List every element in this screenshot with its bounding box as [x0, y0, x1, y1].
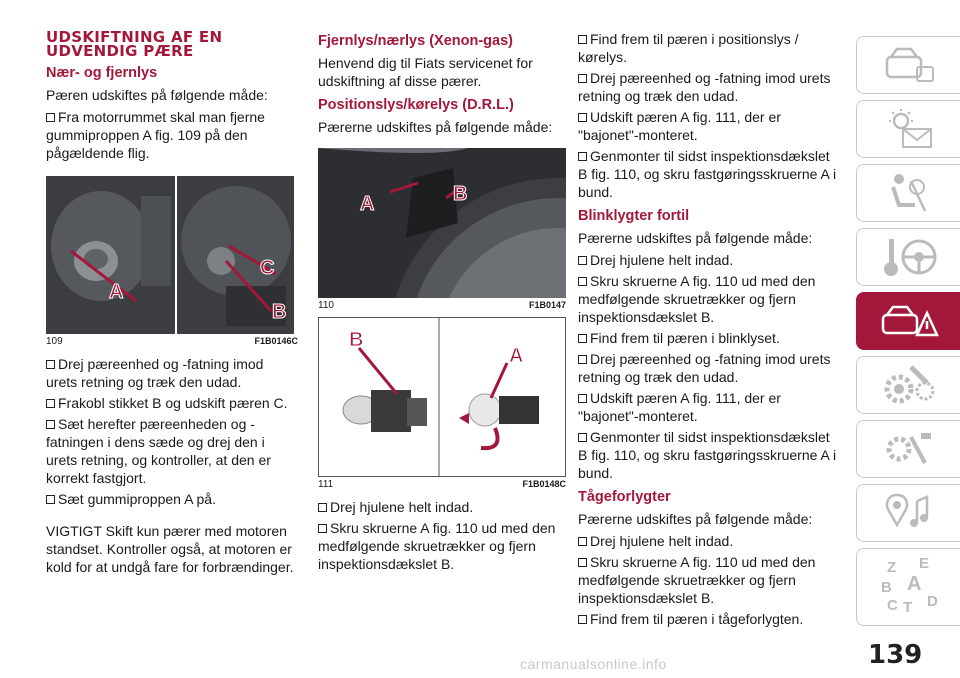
checkbox-bullet-icon [578, 558, 587, 567]
wrench-gear-icon [881, 361, 937, 409]
checkbox-bullet-icon [46, 495, 55, 504]
bullet-item: Genmonter til sidst inspektionsdækslet B fig. 110, og skru fastgøringsskruerne A i bund. [578, 148, 837, 200]
chapter-sidebar [856, 0, 960, 678]
bullet-item: Skru skruerne A fig. 110 ud med den medfølgende skruetrækker og fjern inspektionsdækslet B. [318, 520, 556, 572]
bullet-item: Sæt gummiproppen A på. [46, 490, 298, 508]
checkbox-bullet-icon [578, 334, 587, 343]
warning-lights-icon [881, 107, 937, 151]
page-number: 139 [868, 640, 923, 670]
key-steering-icon [879, 235, 939, 279]
fig-label-b: B [349, 329, 364, 351]
fig-label-a: A [360, 193, 375, 215]
figure-number: 109 [46, 336, 63, 347]
bullet-item: Udskift pæren A fig. 111, der er "bajonet"-monteret. [578, 109, 781, 143]
engine-bay-illustration [46, 176, 294, 334]
column-2 [318, 30, 566, 576]
figure-109 [46, 176, 294, 334]
bullet-item: Genmonter til sidst inspektionsdækslet B fig. 110, og skru fastgøringsskruerne A i bund. [578, 429, 837, 481]
figure-111 [318, 317, 566, 477]
intro-text: Pæren udskiftes på følgende måde: [46, 87, 268, 103]
bullet-item: Fra motorrummet skal man fjerne gummiproppen A fig. 109 på den pågældende flig. [46, 109, 265, 161]
bullet-item: Sæt herefter pæreenheden og -fatningen i dens sæde og drej den i urets retning, og kontroller, at den er korrekt fastgjort. [46, 416, 271, 486]
figure-caption-111 [318, 479, 566, 490]
bullet-item: Frakobl stikket B og udskift pæren C. [46, 394, 298, 412]
subheading-fog: Tågeforlygter [578, 489, 671, 505]
checkbox-bullet-icon [46, 399, 55, 408]
figure-caption-109 [46, 336, 298, 347]
checkbox-bullet-icon [578, 394, 587, 403]
bullet-item: Find frem til pæren i positionslys / kørelys. [578, 31, 799, 65]
location-music-icon [881, 491, 937, 535]
checkbox-bullet-icon [578, 433, 587, 442]
tab-emergency[interactable] [856, 292, 960, 350]
checkbox-bullet-icon [46, 113, 55, 122]
figure-caption-110 [318, 300, 566, 311]
bullet-item: Drej pæreenhed og -fatning imod urets retning og træk den udad. [578, 70, 831, 104]
paragraph-xenon: Henvend dig til Fiats servicenet for udskiftning af disse pærer. [318, 55, 533, 89]
bulb-illustration [319, 318, 565, 476]
column-1 [46, 30, 298, 580]
bullet-item: Drej pæreenhed og -fatning imod urets retning og træk den udad. [578, 351, 831, 385]
fig-label-a: A [109, 281, 124, 303]
alphabet-index-icon [877, 556, 941, 618]
checkbox-bullet-icon [318, 524, 327, 533]
car-breakdown-icon [877, 299, 941, 343]
subheading-xenon: Fjernlys/nærlys (Xenon-gas) [318, 33, 513, 49]
fig-label-c: C [260, 257, 275, 279]
subheading-near-far-light: Nær- og fjernlys [46, 65, 158, 81]
figure-110 [318, 148, 566, 298]
bullet-item: Drej hjulene helt indad. [318, 498, 566, 516]
wheel-arch-illustration [318, 148, 566, 298]
tab-index[interactable] [856, 548, 960, 626]
checkbox-bullet-icon [318, 503, 327, 512]
car-dashboard-icon [881, 45, 937, 85]
checkbox-bullet-icon [578, 537, 587, 546]
checkbox-bullet-icon [46, 360, 55, 369]
tab-warning-lights[interactable] [856, 100, 960, 158]
tab-safety[interactable] [856, 164, 960, 222]
figure-number: 110 [318, 300, 334, 311]
bullet-item: Udskift pæren A fig. 111, der er "bajonet"-monteret. [578, 390, 781, 424]
column-3 [578, 30, 840, 631]
bullet-item: Skru skruerne A fig. 110 ud med den medfølgende skruetrækker og fjern inspektionsdækslet B. [578, 554, 816, 606]
fig-label-b: B [453, 183, 468, 205]
tab-starting-driving[interactable] [856, 228, 960, 286]
checkbox-bullet-icon [578, 74, 587, 83]
bullet-item: Skru skruerne A fig. 110 ud med den medfølgende skruetrækker og fjern inspektionsdækslet B. [578, 273, 816, 325]
bullet-item: Drej hjulene helt indad. [578, 532, 840, 550]
checkbox-bullet-icon [46, 420, 55, 429]
checkbox-bullet-icon [578, 615, 587, 624]
figure-code: F1B0148C [522, 479, 566, 489]
svg-text:Z: Z [886, 559, 896, 576]
tab-maintenance[interactable] [856, 356, 960, 414]
subheading-drl: Positionslys/kørelys (D.R.L.) [318, 97, 514, 113]
bullet-item: Drej pæreenhed og -fatning imod urets retning og træk den udad. [46, 356, 264, 390]
paragraph-blink: Pærerne udskiftes på følgende måde: [578, 230, 813, 246]
tab-multimedia[interactable] [856, 484, 960, 542]
figure-code: F1B0146C [254, 336, 298, 346]
svg-text:E: E [918, 556, 929, 572]
checkbox-bullet-icon [578, 277, 587, 286]
svg-text:T: T [902, 599, 912, 616]
bullet-item: Find frem til pæren i tågeforlygten. [578, 610, 840, 628]
airbag-seat-icon [881, 171, 937, 215]
technical-data-icon [881, 427, 937, 471]
checkbox-bullet-icon [578, 355, 587, 364]
fig-label-a: A [509, 345, 524, 367]
tab-dashboard[interactable] [856, 36, 960, 94]
paragraph-drl: Pærerne udskiftes på følgende måde: [318, 119, 553, 135]
checkbox-bullet-icon [578, 152, 587, 161]
svg-text:A: A [906, 573, 921, 595]
paragraph-fog: Pærerne udskiftes på følgende måde: [578, 511, 813, 527]
bullet-item: Find frem til pæren i blinklyset. [578, 329, 840, 347]
watermark: carmanualsonline.info [520, 656, 667, 672]
svg-text:B: B [880, 579, 892, 596]
fig-label-b: B [272, 301, 287, 323]
subheading-blink: Blinklygter fortil [578, 208, 690, 224]
section-heading: UDSKIFTNING AF EN UDVENDIG PÆRE [46, 28, 223, 60]
svg-text:D: D [926, 593, 938, 610]
checkbox-bullet-icon [578, 35, 587, 44]
tab-technical-data[interactable] [856, 420, 960, 478]
figure-code: F1B0147 [528, 300, 566, 310]
checkbox-bullet-icon [578, 256, 587, 265]
warning-text: VIGTIGT Skift kun pærer med motoren standset. Kontroller også, at motoren er kold for at undgå fare for forbrændinger. [46, 523, 294, 575]
bullet-item: Drej hjulene helt indad. [578, 251, 840, 269]
checkbox-bullet-icon [578, 113, 587, 122]
svg-text:C: C [886, 597, 898, 614]
figure-number: 111 [318, 479, 334, 490]
